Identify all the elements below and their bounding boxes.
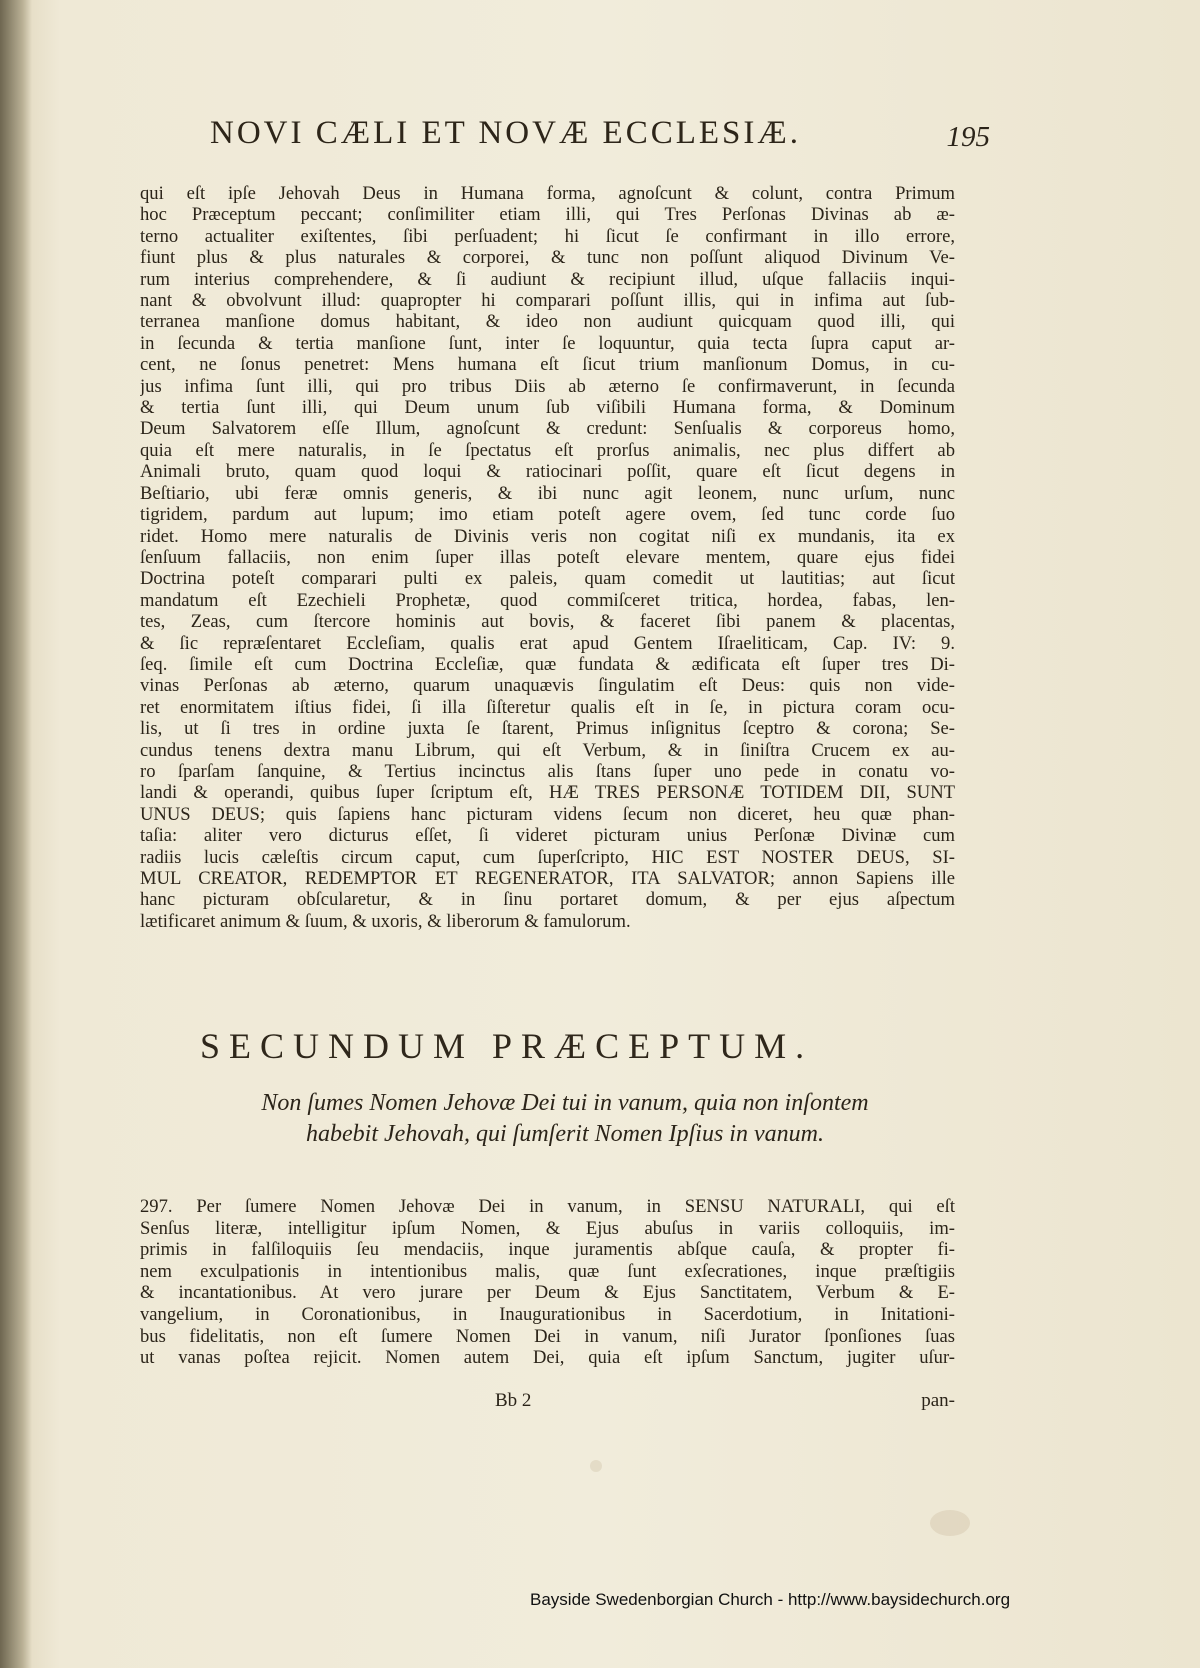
text-line: terno actualiter exiſtentes, ſibi perſuadent; hi ſicut ſe confirmant in illo errore, (140, 225, 955, 247)
catchword: pan- (921, 1390, 955, 1411)
text-line: fiunt plus & plus naturales & corporei, & tunc non poſſunt aliquod Divinum Ve- (140, 247, 955, 269)
text-line: tes, Zeas, cum ſtercore hominis aut bovis, & faceret ſibi panem & placentas, (140, 611, 955, 633)
text-line: UNUS DEUS; quis ſapiens hanc picturam videns ſecum non diceret, heu quæ phan- (140, 803, 955, 825)
text-line: primis in falſiloquiis ſeu mendaciis, inque juramentis abſque cauſa, & propter fi- (140, 1239, 955, 1261)
text-line: ret enormitatem iſtius fidei, ſi illa ſiſteretur qualis eſt in ſe, in pictura coram ocu- (140, 696, 955, 718)
commandment-line: habebit Jehovah, qui ſumſerit Nomen Ipſius in vanum. (306, 1121, 824, 1147)
text-line: mandatum eſt Ezechieli Prophetæ, quod commiſceret tritica, hordea, fabas, len- (140, 589, 955, 611)
watermark-credit: Bayside Swedenborgian Church - http://www.baysidechurch.org (530, 1590, 1011, 1609)
text-line: & incantationibus. At vero jurare per Deum & Ejus Sanctitatem, Verbum & E- (140, 1282, 955, 1304)
text-line: Animali bruto, quam quod loqui & ratiocinari poſſit, quare eſt ſicut degens in (140, 461, 955, 483)
page-header (210, 115, 990, 165)
text-line: nem exculpationis in intentionibus malis, quæ ſunt exſecrationes, inque præſtigiis (140, 1260, 955, 1282)
text-line: 297. Per ſumere Nomen Jehovæ Dei in vanum, in SENSU NATURALI, qui eſt (140, 1196, 955, 1217)
page-footer (140, 1390, 955, 1414)
ink-spot (590, 1460, 602, 1472)
text-line: terranea manſione domus habitant, & ideo non audiunt quicquam quod illi, qui (140, 311, 955, 333)
text-line: rum interius comprehendere, & ſi audiunt & recipiunt illud, uſque fallaciis inqui- (140, 268, 955, 290)
text-line: hanc picturam obſcularetur, & in ſinu portaret domum, & per ejus aſpectum (140, 889, 955, 911)
text-line: bus fidelitatis, non eſt ſumere Nomen Dei in vanum, niſi Jurator ſponſiones ſuas (140, 1325, 955, 1347)
text-line: lis, ut ſi tres in ordine juxta ſe ſtarent, Primus inſignitus ſceptro & corona; Se- (140, 718, 955, 740)
text-line: Beſtiario, ubi feræ omnis generis, & ibi nunc agit leonem, nunc urſum, nunc (140, 482, 955, 504)
text-line: MUL CREATOR, REDEMPTOR ET REGENERATOR, ITA SALVATOR; annon Sapiens ille (140, 868, 955, 889)
commandment-text (170, 1088, 960, 1150)
text-line: ut vanas poſtea rejicit. Nomen autem Dei, quia eſt ipſum Sanctum, jugiter uſur- (140, 1347, 955, 1369)
text-line: tigridem, pardum aut lupum; imo etiam poteſt agere ovem, ſed tunc corde ſuo (140, 504, 955, 526)
body-paragraph (140, 183, 955, 932)
paragraph-297 (140, 1196, 955, 1369)
text-line: qui eſt ipſe Jehovah Deus in Humana forma, agnoſcunt & colunt, contra Primum (140, 183, 955, 204)
text-line: ſeq. ſimile eſt cum Doctrina Eccleſiæ, quæ fundata & ædificata eſt ſuper tres Di- (140, 653, 955, 675)
text-line: cent, ne ſonus penetret: Mens humana eſt ſicut trium manſionum Domus, in cu- (140, 354, 955, 376)
commandment-line: Non ſumes Nomen Jehovæ Dei tui in vanum, quia non inſontem (261, 1090, 869, 1116)
text-line: lætificaret animum & ſuum, & uxoris, & liberorum & famulorum. (140, 910, 631, 932)
text-line: vangelium, in Coronationibus, in Inaugurationibus in Sacerdotium, in Initationi- (140, 1303, 955, 1325)
paper-stain (930, 1510, 970, 1536)
text-line: vinas Perſonas ab æterno, quarum unaquævis ſingulatim eſt Deus: quis non vide- (140, 675, 955, 697)
text-line: Deum Salvatorem eſſe Illum, agnoſcunt & credunt: Senſualis & corporeus homo, (140, 418, 955, 440)
text-line: taſia: aliter vero dicturus eſſet, ſi videret picturam unius Perſonæ Divinæ cum (140, 825, 955, 847)
running-title: NOVI CÆLI ET NOVÆ ECCLESIÆ. (210, 115, 801, 151)
text-line: ro ſparſam ſanquine, & Tertius incinctus alis ſtans ſuper uno pede in conatu vo- (140, 760, 955, 782)
text-line: quia eſt mere naturalis, in ſe ſpectatus eſt prorſus animalis, nec plus differt ab (140, 439, 955, 461)
text-line: jus infima ſunt illi, qui pro tribus Diis ab æterno ſe confirmaverunt, in ſecunda (140, 375, 955, 397)
text-line: hoc Præceptum peccant; conſimiliter etiam illi, qui Tres Perſonas Divinas ab æ- (140, 204, 955, 226)
text-line: Doctrina poteſt comparari pulti ex paleis, quam comedit ut lautitias; aut ſicut (140, 568, 955, 590)
binding-gutter (0, 0, 32, 1668)
text-line: Senſus literæ, intelligitur ipſum Nomen, & Ejus abuſus in variis colloquiis, im- (140, 1217, 955, 1239)
text-line: ſenſuum fallaciis, non enim ſuper illas poteſt elevare mentem, quare ejus fidei (140, 546, 955, 568)
signature-mark: Bb 2 (495, 1390, 532, 1411)
text-line: radiis lucis cæleſtis circum caput, cum ſuperſcripto, HIC EST NOSTER DEUS, SI- (140, 846, 955, 868)
page-number: 195 (946, 121, 990, 153)
text-line: & ſic repræſentaret Eccleſiam, qualis erat apud Gentem Iſraeliticam, Cap. IV: 9. (140, 632, 955, 654)
text-line: & tertia ſunt illi, qui Deum unum ſub viſibili Humana forma, & Dominum (140, 397, 955, 419)
section-heading: SECUNDUM PRÆCEPTUM. (200, 1026, 814, 1066)
text-line: ridet. Homo mere naturalis de Divinis veris non cogitat niſi ex mundanis, ita ex (140, 525, 955, 547)
text-line: landi & operandi, quibus ſuper ſcriptum eſt, HÆ TRES PERSONÆ TOTIDEM DII, SUNT (140, 782, 955, 804)
text-line: cundus tenens dextra manu Librum, qui eſt Verbum, & in ſiniſtra Crucem ex au- (140, 739, 955, 761)
text-line: nant & obvolvunt illud: quapropter hi comparari poſſunt illis, qui in infima aut ſub- (140, 290, 955, 312)
text-line: in ſecunda & tertia manſione ſunt, inter ſe loquuntur, quia tecta ſupra caput ar- (140, 332, 955, 354)
